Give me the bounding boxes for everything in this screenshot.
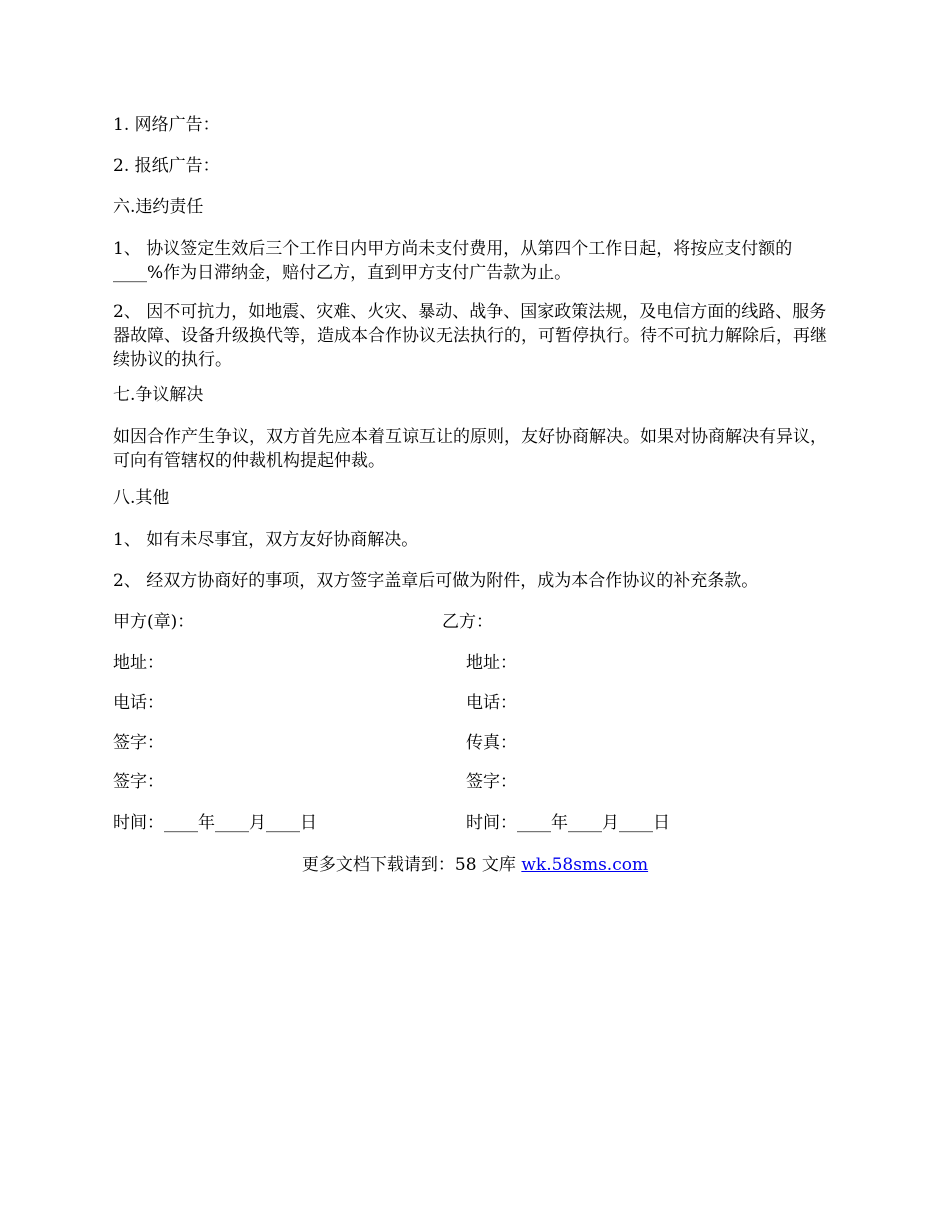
footer (0, 855, 950, 875)
party-b-label: 乙方： (442, 612, 493, 632)
section-title-other: 八.其他 (113, 488, 170, 508)
party-b-date: 时间：____年____月____日 (466, 813, 670, 833)
party-a-sign-2: 签字： (113, 772, 164, 792)
party-b-sign: 签字： (466, 772, 517, 792)
breach-clause-2: 2、 因不可抗力，如地震、灾难、火灾、暴动、战争、国家政策法规，及电信方面的线路、服务器故障、设备升级换代等，造成本合作协议无法执行的，可暂停执行。待不可抗力解除后，再继续协议的执行。 (113, 302, 827, 370)
other-clause-2: 2、 经双方协商好的事项，双方签字盖章后可做为附件，成为本合作协议的补充条款。 (113, 571, 759, 591)
party-a-address: 地址： (113, 653, 164, 673)
footer-text: 更多文档下载请到：58 文库 (301, 855, 522, 875)
party-a-phone: 电话： (113, 693, 164, 713)
breach-clause-1: 1、 协议签定生效后三个工作日内甲方尚未支付费用，从第四个工作日起，将按应支付额的____%作为日滞纳金，赔付乙方，直到甲方支付广告款为止。 (113, 239, 793, 283)
party-a-sign-1: 签字： (113, 733, 164, 753)
party-a-date: 时间：____年____月____日 (113, 813, 317, 833)
other-clause-1: 1、 如有未尽事宜，双方友好协商解决。 (113, 530, 419, 550)
party-b-address: 地址： (466, 653, 517, 673)
item-newspaper-ad: 2. 报纸广告： (113, 156, 220, 176)
party-b-fax: 传真： (466, 733, 517, 753)
party-a-label: 甲方(章)： (113, 612, 195, 632)
section-title-dispute: 七.争议解决 (113, 385, 204, 405)
section-title-breach: 六.违约责任 (113, 197, 204, 217)
item-online-ad: 1. 网络广告： (113, 115, 220, 135)
party-b-phone: 电话： (466, 693, 517, 713)
footer-link[interactable]: wk.58sms.com (521, 855, 649, 875)
dispute-clause: 如因合作产生争议，双方首先应本着互谅互让的原则，友好协商解决。如果对协商解决有异议，可向有管辖权的仲裁机构提起仲裁。 (113, 427, 827, 471)
